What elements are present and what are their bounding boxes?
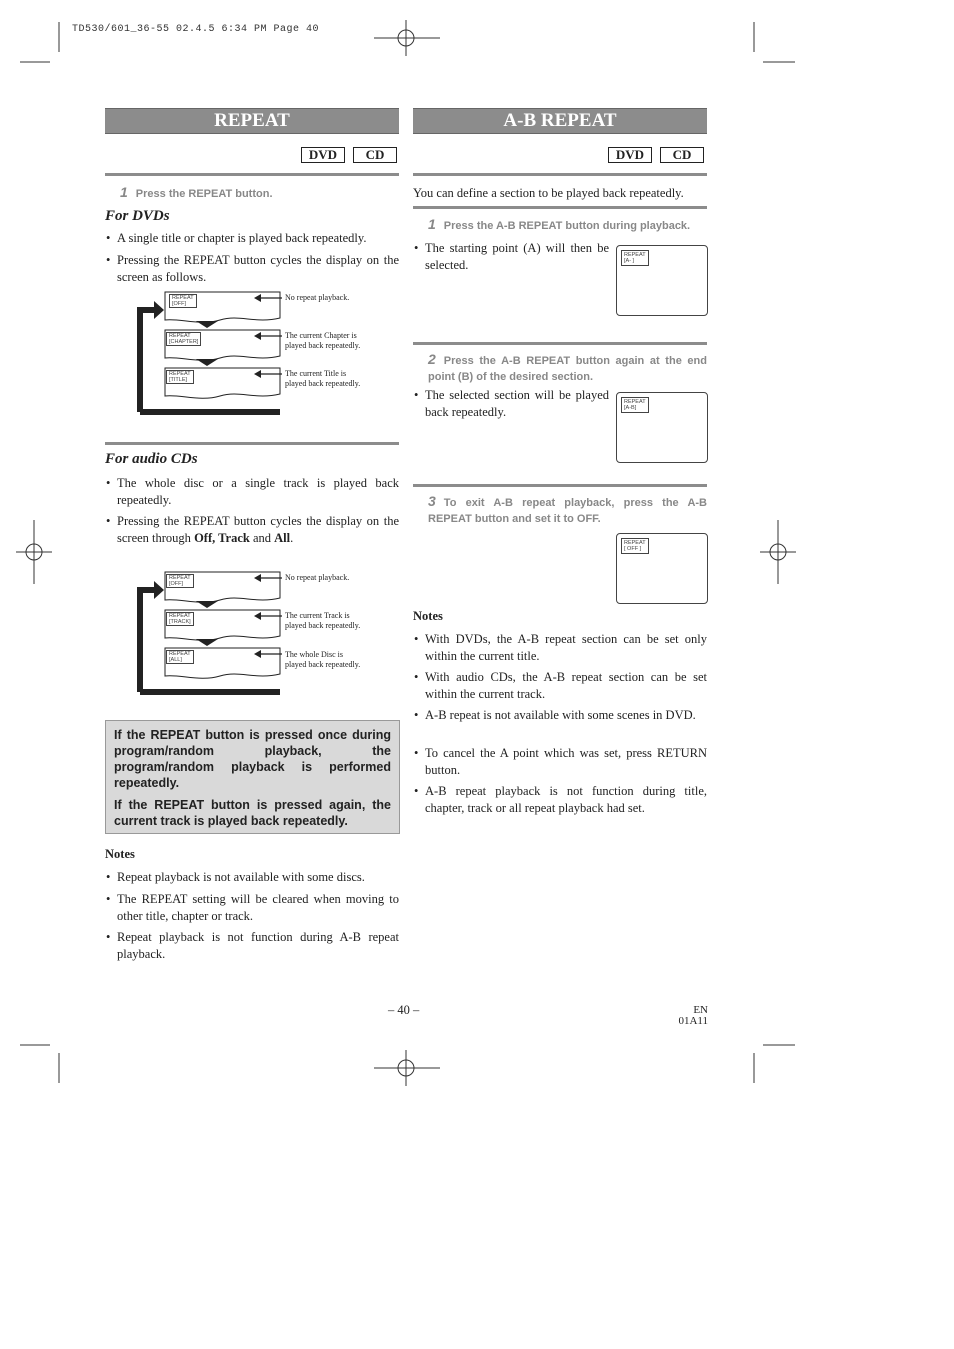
osd-repeat-track: REPEAT [TRACK] bbox=[166, 612, 194, 626]
osd-display: REPEAT [ OFF ] bbox=[621, 538, 649, 554]
tv-screen bbox=[616, 245, 708, 316]
diagram-label: The whole Disc is played back repeatedly. bbox=[285, 650, 361, 669]
section-rule bbox=[413, 484, 707, 487]
note-item: • A-B repeat is not available with some scenes in DVD. bbox=[413, 707, 707, 724]
ab-repeat-title-banner bbox=[413, 108, 707, 134]
box-paragraph: If the REPEAT button is pressed again, the current track is played back repeatedly. bbox=[114, 798, 391, 828]
page-number: – 40 – bbox=[388, 1003, 420, 1017]
osd-repeat-all: REPEAT [ALL] bbox=[166, 650, 194, 664]
down-arrow bbox=[196, 359, 218, 366]
down-arrow bbox=[196, 321, 218, 328]
print-header: TD530/601_36-55 02.4.5 6:34 PM Page 40 bbox=[72, 24, 320, 35]
osd-display: REPEAT [A- ] bbox=[621, 250, 649, 266]
intro-text: You can define a section to be played back repeatedly. bbox=[413, 186, 684, 200]
section-rule bbox=[413, 342, 707, 345]
osd-display: REPEAT [A-B] bbox=[621, 397, 649, 413]
step-bullet: • The selected section will be played back repeatedly. bbox=[413, 387, 609, 420]
step-text: Press the A-B REPEAT button again at the end point (B) of the desired section. bbox=[428, 355, 707, 383]
cd-badge: CD bbox=[353, 147, 397, 163]
dvd-heading: For DVDs bbox=[105, 208, 170, 224]
diagram-label: No repeat playback. bbox=[285, 293, 350, 302]
tv-screen bbox=[616, 533, 708, 604]
section-rule bbox=[413, 206, 707, 209]
step-number: 2 bbox=[428, 351, 436, 367]
osd-repeat-off: REPEAT [OFF] bbox=[166, 574, 194, 588]
osd-repeat-off: REPEAT [OFF] bbox=[169, 294, 197, 308]
repeat-title: REPEAT bbox=[214, 110, 290, 131]
note-item: • Repeat playback is not function during A-B repeat playback. bbox=[105, 929, 399, 962]
diagram-label: The current Track is played back repeatedly. bbox=[285, 611, 361, 630]
note-item: • A-B repeat playback is not function during title, chapter, track or all repeat playback had set. bbox=[413, 783, 707, 816]
notes-heading: Notes bbox=[105, 847, 135, 861]
notes-heading: Notes bbox=[413, 609, 443, 623]
note-item: • Repeat playback is not available with some discs. bbox=[105, 869, 399, 886]
step-1 bbox=[428, 216, 708, 234]
step-number: 3 bbox=[428, 493, 436, 509]
step-number: 1 bbox=[120, 184, 128, 200]
language-code: EN bbox=[693, 1004, 708, 1016]
cd-heading: For audio CDs bbox=[105, 451, 198, 467]
step-text: To exit A-B repeat playback, press the A-B REPEAT button and set it to OFF. bbox=[428, 497, 707, 525]
cd-bullet: • Pressing the REPEAT button cycles the display on the screen through Off, Track and All. bbox=[105, 513, 399, 546]
dvd-badge: DVD bbox=[608, 147, 652, 163]
step-text: Press the A-B REPEAT button during playback. bbox=[443, 220, 691, 232]
step-number: 1 bbox=[428, 216, 436, 232]
cd-badge: CD bbox=[660, 147, 704, 163]
note-item: • To cancel the A point which was set, press RETURN button. bbox=[413, 745, 707, 778]
note-item: • With DVDs, the A-B repeat section can be set only within the current title. bbox=[413, 631, 707, 664]
dvd-badge: DVD bbox=[301, 147, 345, 163]
step-text: Press the REPEAT button. bbox=[135, 188, 273, 200]
dvd-bullet: • A single title or chapter is played back repeatedly. bbox=[105, 230, 399, 247]
section-rule bbox=[413, 173, 707, 176]
step-bullet: • The starting point (A) will then be selected. bbox=[413, 240, 609, 273]
note-item: • With audio CDs, the A-B repeat section can be set within the current track. bbox=[413, 669, 707, 702]
cd-bullet: • The whole disc or a single track is played back repeatedly. bbox=[105, 475, 399, 508]
dvd-bullet: • Pressing the REPEAT button cycles the display on the screen as follows. bbox=[105, 252, 399, 285]
step-1 bbox=[120, 184, 400, 202]
loop-arrow bbox=[140, 310, 157, 412]
osd-repeat-title: REPEAT [TITLE] bbox=[166, 370, 194, 384]
osd-repeat-chapter: REPEAT [CHAPTER] bbox=[166, 332, 201, 346]
diagram-label: The current Chapter is played back repeatedly. bbox=[285, 331, 361, 350]
diagram-label: No repeat playback. bbox=[285, 573, 350, 582]
section-rule bbox=[105, 173, 399, 176]
program-random-note-box bbox=[105, 720, 400, 834]
section-rule bbox=[105, 442, 399, 445]
ab-repeat-title: A-B REPEAT bbox=[503, 110, 617, 131]
step-2 bbox=[428, 351, 707, 385]
box-paragraph: If the REPEAT button is pressed once during program/random playback, the program/random playback is performed repeatedly. bbox=[114, 728, 391, 790]
tv-screen bbox=[616, 392, 708, 463]
diagram-label: The current Title is played back repeatedly. bbox=[285, 369, 361, 388]
step-3 bbox=[428, 493, 707, 527]
repeat-title-banner bbox=[105, 108, 399, 134]
document-code: 01A11 bbox=[678, 1015, 708, 1027]
note-item: • The REPEAT setting will be cleared when moving to other title, chapter or track. bbox=[105, 891, 399, 924]
